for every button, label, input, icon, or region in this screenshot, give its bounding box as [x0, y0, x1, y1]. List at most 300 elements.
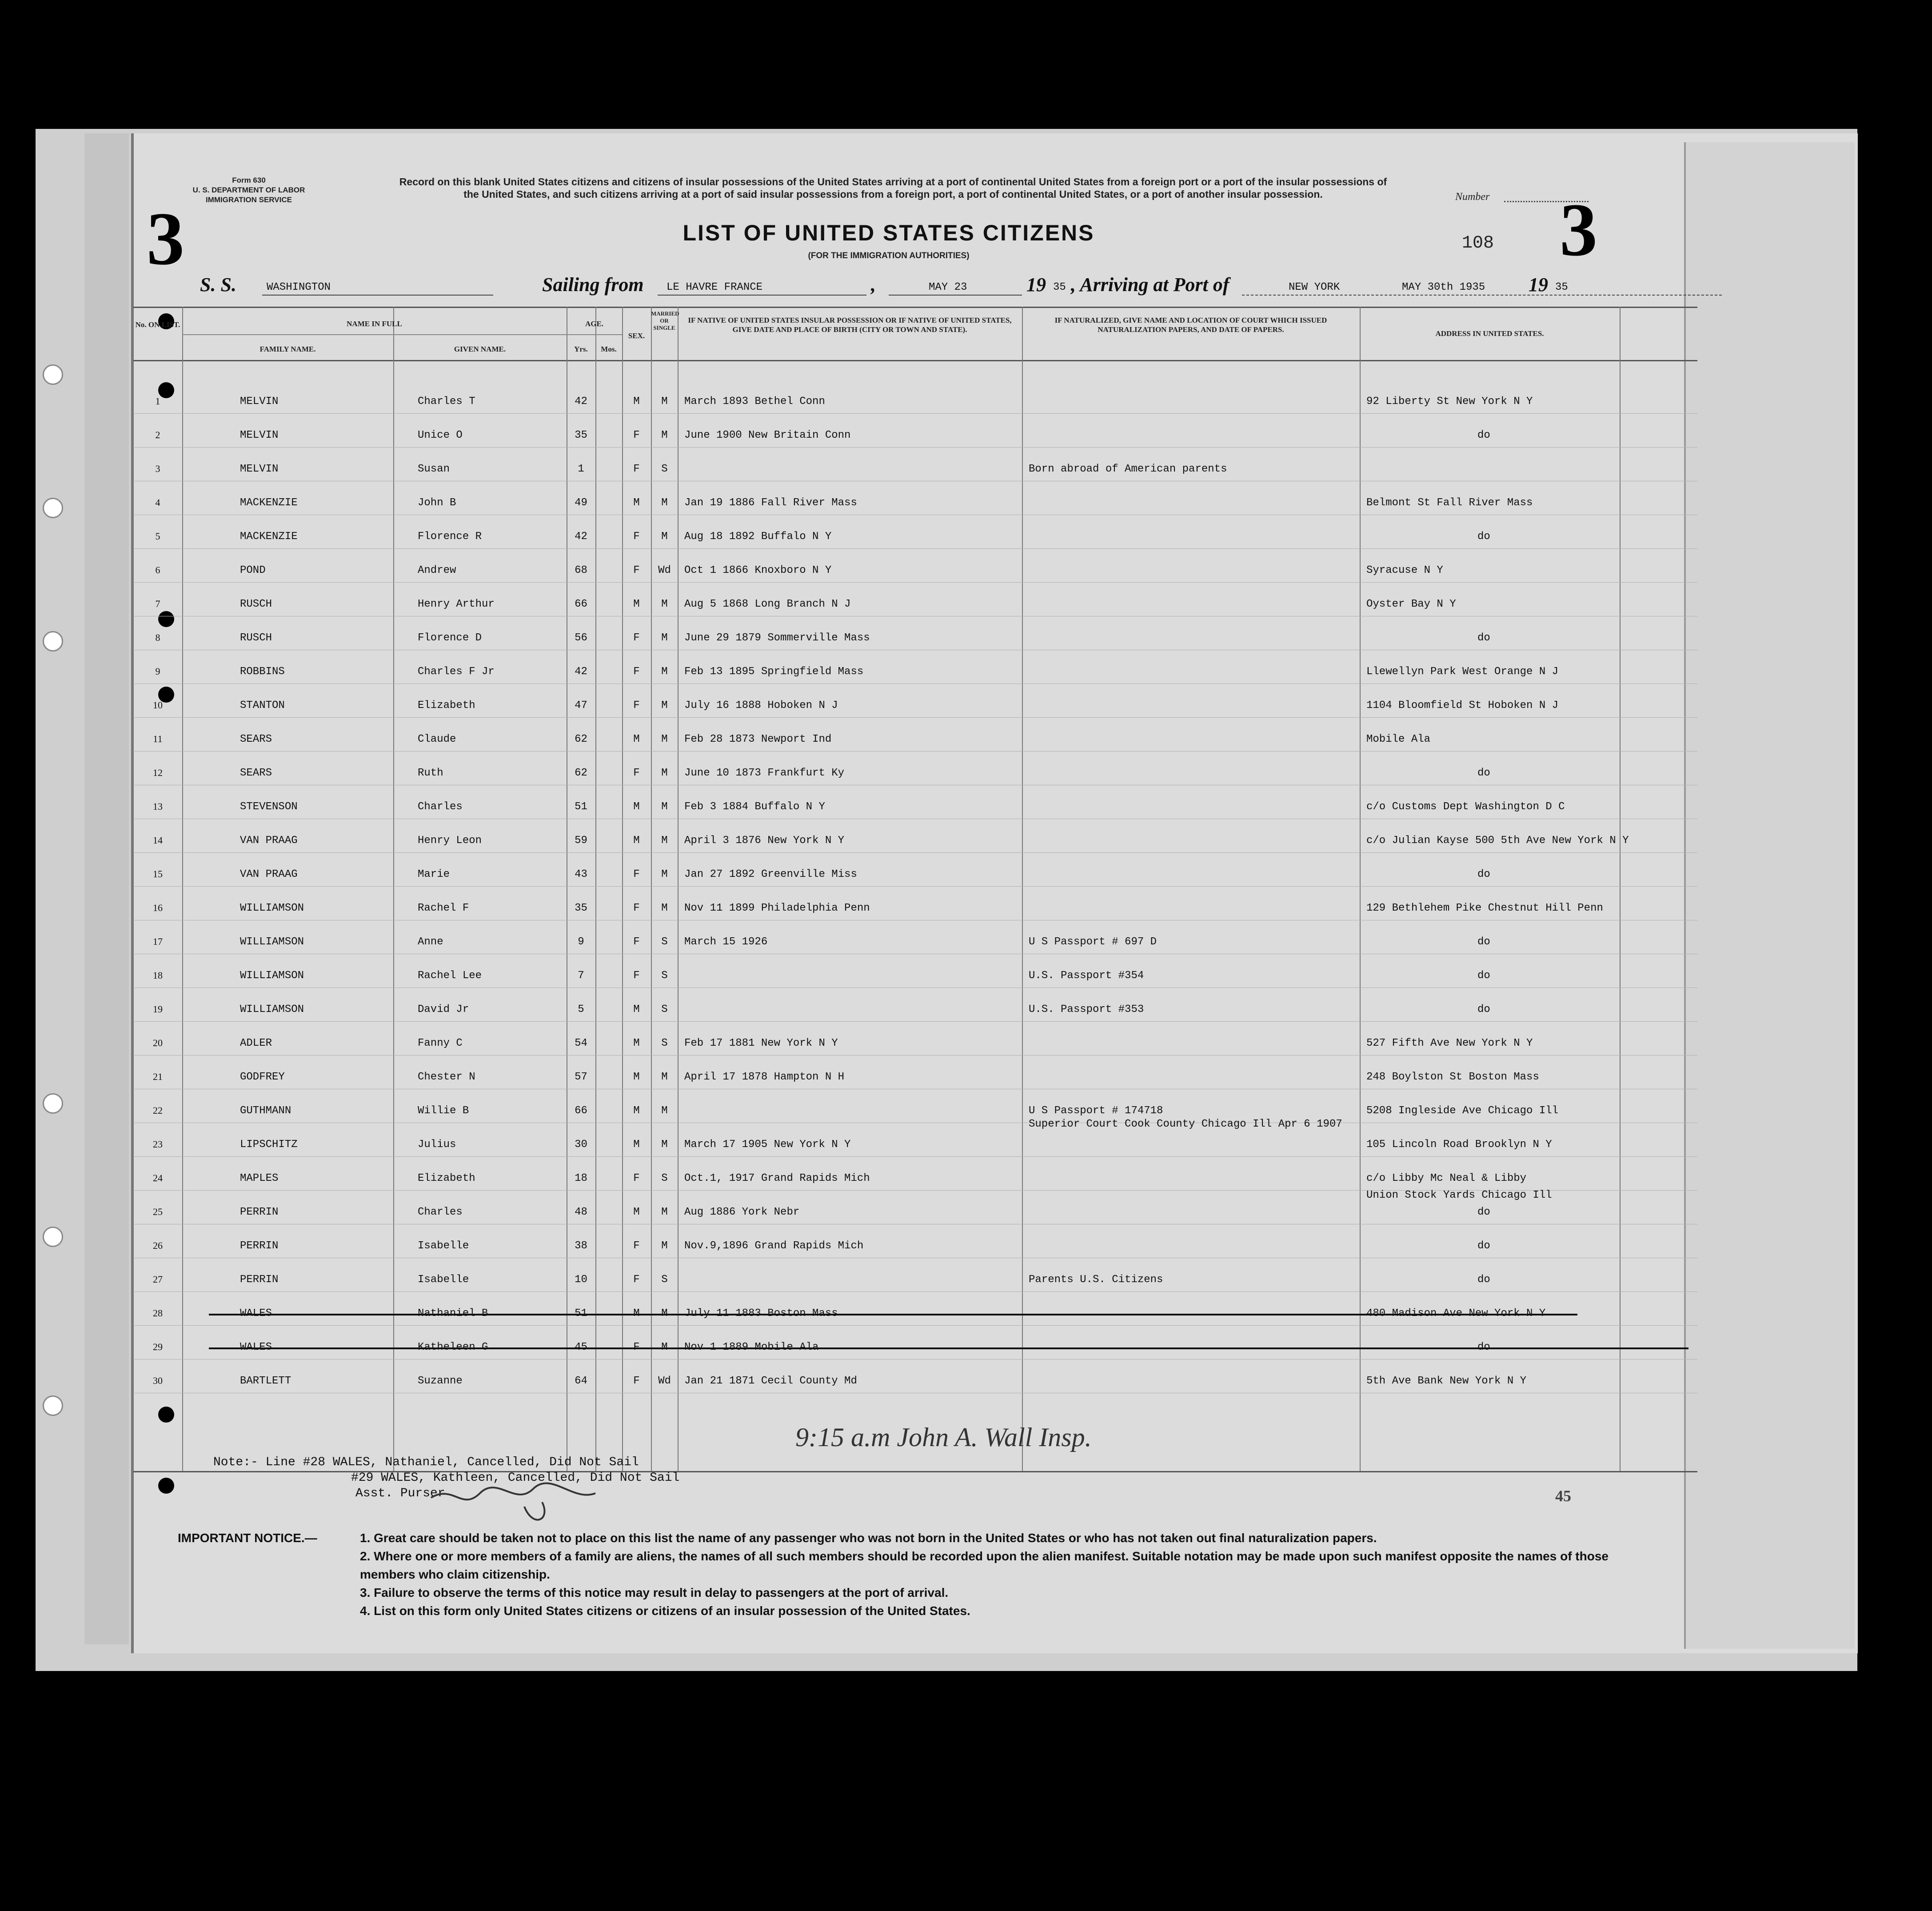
cell-family: WALES [240, 1341, 272, 1353]
cell-sex: F [633, 936, 640, 948]
cell-family: SEARS [240, 767, 272, 779]
cell-address: do [1477, 531, 1490, 543]
cell-address: Mobile Ala [1366, 733, 1431, 745]
cell-no: 12 [153, 767, 163, 778]
cell-given: Claude [418, 733, 456, 745]
passenger-table [133, 307, 1697, 1484]
cell-given: Elizabeth [418, 1172, 475, 1184]
cell-address: do [1477, 936, 1490, 948]
cell-family: VAN PRAAG [240, 868, 298, 880]
cell-ms: M [661, 767, 668, 779]
cell-no: 14 [153, 835, 163, 846]
cell-address: c/o Julian Kayse 500 5th Ave New York N Y [1366, 835, 1629, 847]
cell-no: 13 [153, 801, 163, 812]
cell-family: GODFREY [240, 1071, 285, 1083]
cell-given: Susan [418, 463, 450, 475]
list-number: 108 [1462, 233, 1494, 253]
cell-given: Suzanne [418, 1375, 463, 1387]
cell-given: Ruth [418, 767, 443, 779]
header-naturalized: IF NATURALIZED, GIVE NAME AND LOCATION OF COURT WHICH ISSUED NATURALIZATION PAPERS, AND DATE OF PAPERS. [1054, 316, 1327, 334]
cell-yrs: 30 [575, 1139, 587, 1151]
cell-sex: M [633, 1206, 640, 1218]
cell-no: 5 [155, 531, 160, 542]
binding-strip [84, 133, 129, 1644]
cell-address: 129 Bethlehem Pike Chestnut Hill Penn [1366, 902, 1603, 914]
cell-birth: Feb 13 1895 Springfield Mass [684, 666, 864, 678]
cell-yrs: 56 [575, 632, 587, 644]
binder-hole [43, 1395, 63, 1416]
cell-yrs: 5 [578, 1003, 584, 1015]
cell-family: RUSCH [240, 632, 272, 644]
asst-purser: Asst. Purser [355, 1487, 445, 1500]
cell-birth: April 3 1876 New York N Y [684, 835, 845, 847]
cell-given: Henry Leon [418, 835, 482, 847]
cell-address: do [1477, 767, 1490, 779]
cell-no: 22 [153, 1105, 163, 1116]
cell-ms: M [661, 733, 668, 745]
cell-family: SEARS [240, 733, 272, 745]
cell-yrs: 48 [575, 1206, 587, 1218]
cell-address: c/o Libby Mc Neal & Libby [1366, 1172, 1527, 1184]
header-yrs: Yrs. [574, 345, 588, 353]
cell-sex: F [633, 902, 640, 914]
cell-birth: Nov 11 1899 Philadelphia Penn [684, 902, 870, 914]
page-number: 45 [1555, 1487, 1571, 1505]
cell-address: do [1477, 1341, 1490, 1353]
cell-sex: M [633, 497, 640, 509]
cell-no: 17 [153, 936, 163, 947]
header-bottom-border [133, 360, 1697, 361]
cell-address: 1104 Bloomfield St Hoboken N J [1366, 700, 1559, 712]
cell-sex: M [633, 801, 640, 813]
cell-no: 21 [153, 1071, 163, 1082]
cell-family: MELVIN [240, 396, 279, 408]
col-divider [595, 307, 596, 1471]
cell-birth: Feb 3 1884 Buffalo N Y [684, 801, 825, 813]
number-dots [1504, 201, 1589, 202]
cell-given: Elizabeth [418, 700, 475, 712]
cell-ms: M [661, 598, 668, 610]
cell-sex: F [633, 463, 640, 475]
cell-address: do [1477, 1240, 1490, 1252]
cancel-note-1: Note:- Line #28 WALES, Nathaniel, Cancelled, Did Not Sail [213, 1455, 639, 1469]
col-divider [622, 307, 623, 1471]
department: U. S. DEPARTMENT OF LABOR [192, 186, 305, 194]
intro-text: Record on this blank United States citizens and citizens of insular possessions of the United States arriving at a port of continental United States from a foreign port or a port of the insular possessions of the United States, and such citizens arriving at a port of said insular possessions from a foreign port, a port of continental United States, or a port of another insular possession. [399, 176, 1387, 200]
cell-yrs: 35 [575, 902, 587, 914]
cell-family: PERRIN [240, 1274, 279, 1286]
cell-yrs: 38 [575, 1240, 587, 1252]
comma: , [871, 274, 876, 296]
cell-ms: S [661, 463, 668, 475]
cell-birth: Aug 5 1868 Long Branch N J [684, 598, 851, 610]
row-rule [133, 1291, 1697, 1292]
cancel-note-2: #29 WALES, Kathleen, Cancelled, Did Not Sail [351, 1471, 680, 1485]
cell-yrs: 51 [575, 801, 587, 813]
cell-ms: M [661, 632, 668, 644]
big-number-right: 3 [1560, 188, 1597, 272]
right-page-edge [1684, 142, 1855, 1649]
col-divider [651, 307, 652, 1471]
cell-ms: Wd [658, 1375, 671, 1387]
cell-family: WILLIAMSON [240, 1003, 304, 1015]
cell-yrs: 35 [575, 429, 587, 441]
cell-address: 527 Fifth Ave New York N Y [1366, 1037, 1533, 1049]
cell-birth: April 17 1878 Hampton N H [684, 1071, 845, 1083]
cell-sex: M [633, 1037, 640, 1049]
cell-family: MACKENZIE [240, 531, 298, 543]
cell-yrs: 62 [575, 767, 587, 779]
cell-family: WALES [240, 1307, 272, 1319]
cell-no: 30 [153, 1375, 163, 1386]
cell-sex: M [633, 1071, 640, 1083]
cell-family: WILLIAMSON [240, 902, 304, 914]
cell-yrs: 68 [575, 564, 587, 576]
row-rule [133, 582, 1697, 583]
cell-birth: Aug 18 1892 Buffalo N Y [684, 531, 832, 543]
cell-ms: S [661, 1274, 668, 1286]
cell-address: 105 Lincoln Road Brooklyn N Y [1366, 1139, 1552, 1151]
cell-yrs: 66 [575, 598, 587, 610]
cell-yrs: 64 [575, 1375, 587, 1387]
cell-address: do [1477, 1003, 1490, 1015]
cell-sex: F [633, 531, 640, 543]
cell-sex: M [633, 733, 640, 745]
header-sex: SEX. [628, 332, 645, 340]
cell-birth: March 15 1926 [684, 936, 768, 948]
cell-birth: Oct 1 1866 Knoxboro N Y [684, 564, 832, 576]
binder-hole [43, 364, 63, 385]
cell-sex: M [633, 1003, 640, 1015]
cell-nat: U.S. Passport #354 [1029, 970, 1144, 982]
cell-nat: U S Passport # 174718 [1029, 1105, 1163, 1117]
cell-no: 6 [155, 564, 160, 576]
cell-no: 8 [155, 632, 160, 643]
cell-family: BARTLETT [240, 1375, 291, 1387]
cell-ms: M [661, 1071, 668, 1083]
row-rule [133, 1325, 1697, 1326]
cell-birth: Feb 28 1873 Newport Ind [684, 733, 832, 745]
cell-family: LIPSCHITZ [240, 1139, 298, 1151]
arrival-year: 35 [1555, 281, 1568, 293]
header-mos: Mos. [601, 345, 617, 353]
notice-item-1: 1. Great care should be taken not to place on this list the name of any passenger who was not born in the United States or who has not taken out final naturalization papers. [360, 1531, 1377, 1545]
cell-yrs: 54 [575, 1037, 587, 1049]
cell-given: Florence D [418, 632, 482, 644]
cell-ms: M [661, 1105, 668, 1117]
cell-sex: F [633, 868, 640, 880]
cell-yrs: 49 [575, 497, 587, 509]
binder-hole [43, 1227, 63, 1247]
header-address: ADDRESS IN UNITED STATES. [1435, 329, 1544, 338]
cell-family: STEVENSON [240, 801, 298, 813]
cell-yrs: 1 [578, 463, 584, 475]
cell-given: Julius [418, 1139, 456, 1151]
cell-birth: Aug 1886 York Nebr [684, 1206, 800, 1218]
cell-no: 3 [155, 463, 160, 474]
cell-no: 10 [153, 700, 163, 711]
header-married: MARRIED OR SINGLE [651, 310, 679, 331]
cell-given: John B [418, 497, 456, 509]
cell-yrs: 9 [578, 936, 584, 948]
notice-label: IMPORTANT NOTICE.— [178, 1531, 317, 1545]
row-rule [133, 987, 1697, 988]
binder-hole [43, 498, 63, 518]
cell-nat-line2: Superior Court Cook County Chicago Ill Apr 6 1907 [1029, 1118, 1342, 1130]
cell-nat: Parents U.S. Citizens [1029, 1274, 1163, 1286]
row-rule [133, 447, 1697, 448]
cell-no: 15 [153, 868, 163, 880]
cell-family: ROBBINS [240, 666, 285, 678]
cell-sex: F [633, 666, 640, 678]
cell-no: 18 [153, 970, 163, 981]
cell-given: Charles T [418, 396, 475, 408]
arrival-port: NEW YORK [1289, 281, 1340, 293]
cell-address: 5208 Ingleside Ave Chicago Ill [1366, 1105, 1559, 1117]
row-rule [133, 886, 1697, 887]
cell-family: MAPLES [240, 1172, 279, 1184]
cell-sex: M [633, 1307, 640, 1319]
cell-no: 25 [153, 1206, 163, 1217]
cell-ms: M [661, 1139, 668, 1151]
cell-family: GUTHMANN [240, 1105, 291, 1117]
cell-address: 480 Madison Ave New York N Y [1366, 1307, 1546, 1319]
cell-yrs: 10 [575, 1274, 587, 1286]
cell-yrs: 57 [575, 1071, 587, 1083]
cell-sex: F [633, 632, 640, 644]
cell-no: 2 [155, 429, 160, 440]
cell-birth: July 11 1883 Boston Mass [684, 1307, 838, 1319]
cell-address: 92 Liberty St New York N Y [1366, 396, 1533, 408]
cell-given: Unice O [418, 429, 463, 441]
cell-given: Henry Arthur [418, 598, 495, 610]
cell-no: 28 [153, 1307, 163, 1319]
cell-ms: S [661, 1037, 668, 1049]
form-info [187, 176, 311, 205]
cell-given: Anne [418, 936, 443, 948]
cell-no: 24 [153, 1172, 163, 1183]
cell-family: ADLER [240, 1037, 272, 1049]
cell-ms: S [661, 1172, 668, 1184]
notice-item-2: 2. Where one or more members of a family are aliens, the names of all such members should be recorded upon the alien manifest. Suitable notation may be made upon such manifest opposite the names of those members who claim citizenship. [360, 1549, 1609, 1581]
year-prefix-1: 19 [1026, 274, 1046, 296]
cell-address: do [1477, 632, 1490, 644]
cell-birth: June 29 1879 Sommerville Mass [684, 632, 870, 644]
row-rule [133, 1021, 1697, 1022]
cell-yrs: 42 [575, 531, 587, 543]
cell-ms: M [661, 1307, 668, 1319]
big-number-left: 3 [147, 197, 184, 280]
sailing-date: MAY 23 [929, 281, 967, 293]
cell-birth: June 1900 New Britain Conn [684, 429, 851, 441]
ship-name: WASHINGTON [267, 281, 331, 293]
cell-family: WILLIAMSON [240, 970, 304, 982]
cell-ms: S [661, 936, 668, 948]
cell-ms: M [661, 801, 668, 813]
cell-birth: Feb 17 1881 New York N Y [684, 1037, 838, 1049]
cell-no: 9 [155, 666, 160, 677]
col-divider [393, 307, 394, 1471]
col-divider [182, 307, 183, 1471]
cell-yrs: 18 [575, 1172, 587, 1184]
sailing-from: LE HAVRE FRANCE [667, 281, 763, 293]
cell-family: POND [240, 564, 266, 576]
cell-sex: M [633, 598, 640, 610]
cell-address: do [1477, 868, 1490, 880]
cell-sex: F [633, 1341, 640, 1353]
cell-birth: Jan 27 1892 Greenville Miss [684, 868, 857, 880]
cell-ms: M [661, 868, 668, 880]
cell-no: 20 [153, 1037, 163, 1048]
cell-yrs: 45 [575, 1341, 587, 1353]
cell-given: Nathaniel B [418, 1307, 488, 1319]
cell-no: 29 [153, 1341, 163, 1352]
cell-given: Rachel Lee [418, 970, 482, 982]
sailing-date-underline [889, 295, 1022, 296]
page-subtitle: (FOR THE IMMIGRATION AUTHORITIES) [808, 251, 970, 260]
cell-birth: Oct.1, 1917 Grand Rapids Mich [684, 1172, 870, 1184]
cell-sex: F [633, 700, 640, 712]
binder-hole [43, 631, 63, 652]
cell-ms: M [661, 1206, 668, 1218]
header-name-in-full: NAME IN FULL [347, 320, 402, 328]
header-family-name: FAMILY NAME. [259, 345, 316, 353]
cell-sex: M [633, 835, 640, 847]
cell-family: MACKENZIE [240, 497, 298, 509]
cell-sex: F [633, 1375, 640, 1387]
service: IMMIGRATION SERVICE [206, 196, 292, 204]
inspector-note: 9:15 a.m John A. Wall Insp. [795, 1423, 1092, 1452]
cell-yrs: 47 [575, 700, 587, 712]
cell-given: Charles F Jr [418, 666, 495, 678]
cell-given: Andrew [418, 564, 456, 576]
cell-ms: M [661, 396, 668, 408]
cell-ms: M [661, 1240, 668, 1252]
cell-sex: F [633, 429, 640, 441]
cell-no: 4 [155, 497, 160, 508]
cell-ms: M [661, 1341, 668, 1353]
table-top-border [133, 307, 1697, 308]
cell-birth: Jan 21 1871 Cecil County Md [684, 1375, 857, 1387]
cell-nat: U.S. Passport #353 [1029, 1003, 1144, 1015]
ship-name-underline [262, 295, 493, 296]
cell-sex: F [633, 1240, 640, 1252]
row-rule [133, 852, 1697, 853]
cell-given: Charles [418, 1206, 463, 1218]
cell-given: Chester N [418, 1071, 475, 1083]
year-prefix-2: 19 [1529, 274, 1548, 296]
cell-family: PERRIN [240, 1206, 279, 1218]
cell-address: do [1477, 970, 1490, 982]
header-no: No. ON LIST. [135, 320, 180, 329]
strike-through-line [209, 1314, 1577, 1315]
cell-no: 11 [153, 733, 163, 744]
col-divider [678, 307, 679, 1471]
cell-birth: June 10 1873 Frankfurt Ky [684, 767, 845, 779]
ship-line [200, 273, 1591, 296]
sailing-label: Sailing from [542, 274, 644, 296]
cell-birth: Nov.9,1896 Grand Rapids Mich [684, 1240, 864, 1252]
cell-no: 1 [155, 396, 160, 407]
cell-given: Katheleen G [418, 1341, 488, 1353]
cell-ms: M [661, 700, 668, 712]
cell-birth: March 1893 Bethel Conn [684, 396, 825, 408]
cell-birth: July 16 1888 Hoboken N J [684, 700, 838, 712]
purser-signature [427, 1480, 613, 1533]
cell-no: 19 [153, 1003, 163, 1015]
cell-birth: Jan 19 1886 Fall River Mass [684, 497, 857, 509]
cell-sex: M [633, 1105, 640, 1117]
sailing-year: 35 [1053, 281, 1066, 293]
ss-label: S. S. [200, 274, 236, 296]
form-number: Form 630 [232, 176, 266, 184]
cell-given: Charles [418, 801, 463, 813]
row-rule [133, 413, 1697, 414]
cell-ms: S [661, 1003, 668, 1015]
cell-family: RUSCH [240, 598, 272, 610]
cell-sex: F [633, 767, 640, 779]
sailing-from-underline [658, 295, 866, 296]
cell-family: MELVIN [240, 429, 279, 441]
header-given-name: GIVEN NAME. [454, 345, 506, 353]
cell-given: David Jr [418, 1003, 469, 1015]
cell-ms: M [661, 835, 668, 847]
notice-item-3: 3. Failure to observe the terms of this notice may result in delay to passengers at the port of arrival. [360, 1586, 949, 1599]
cell-given: Isabelle [418, 1274, 469, 1286]
cell-yrs: 7 [578, 970, 584, 982]
cell-nat: U S Passport # 697 D [1029, 936, 1157, 948]
cell-nat: Born abroad of American parents [1029, 463, 1227, 475]
cell-given: Rachel F [418, 902, 469, 914]
cell-yrs: 42 [575, 396, 587, 408]
row-rule [133, 751, 1697, 752]
cell-given: Florence R [418, 531, 482, 543]
cell-family: STANTON [240, 700, 285, 712]
arrival-date: MAY 30th 1935 [1402, 281, 1485, 293]
cell-ms: M [661, 531, 668, 543]
port-underline [1242, 295, 1722, 296]
cell-given: Marie [418, 868, 450, 880]
cell-yrs: 59 [575, 835, 587, 847]
cell-ms: Wd [658, 564, 671, 576]
notice-item-4: 4. List on this form only United States citizens or citizens of an insular possession of the United States. [360, 1604, 970, 1618]
cell-ms: M [661, 902, 668, 914]
cell-birth: March 17 1905 New York N Y [684, 1139, 851, 1151]
binder-hole [43, 1093, 63, 1114]
row-rule [133, 548, 1697, 549]
col-divider [1360, 307, 1361, 1471]
cell-address: 248 Boylston St Boston Mass [1366, 1071, 1539, 1083]
cell-address: 5th Ave Bank New York N Y [1366, 1375, 1527, 1387]
cell-address: Syracuse N Y [1366, 564, 1443, 576]
cell-ms: S [661, 970, 668, 982]
cell-yrs: 43 [575, 868, 587, 880]
cell-address: Belmont St Fall River Mass [1366, 497, 1533, 509]
cell-given: Isabelle [418, 1240, 469, 1252]
header-birth: IF NATIVE OF UNITED STATES INSULAR POSSESSION OR IF NATIVE OF UNITED STATES, GIVE DATE AND PLACE OF BIRTH (CITY OR TOWN AND STATE). [688, 316, 1012, 334]
cell-given: Fanny C [418, 1037, 463, 1049]
cell-ms: M [661, 666, 668, 678]
cell-birth: Nov 1 1889 Mobile Ala [684, 1341, 819, 1353]
cell-sex: F [633, 970, 640, 982]
row-rule [133, 1156, 1697, 1157]
cell-family: WILLIAMSON [240, 936, 304, 948]
cell-sex: M [633, 396, 640, 408]
cell-sex: M [633, 1139, 640, 1151]
cell-address: Llewellyn Park West Orange N J [1366, 666, 1559, 678]
arriving-label: , Arriving at Port of [1071, 274, 1229, 296]
cell-given: Willie B [418, 1105, 469, 1117]
